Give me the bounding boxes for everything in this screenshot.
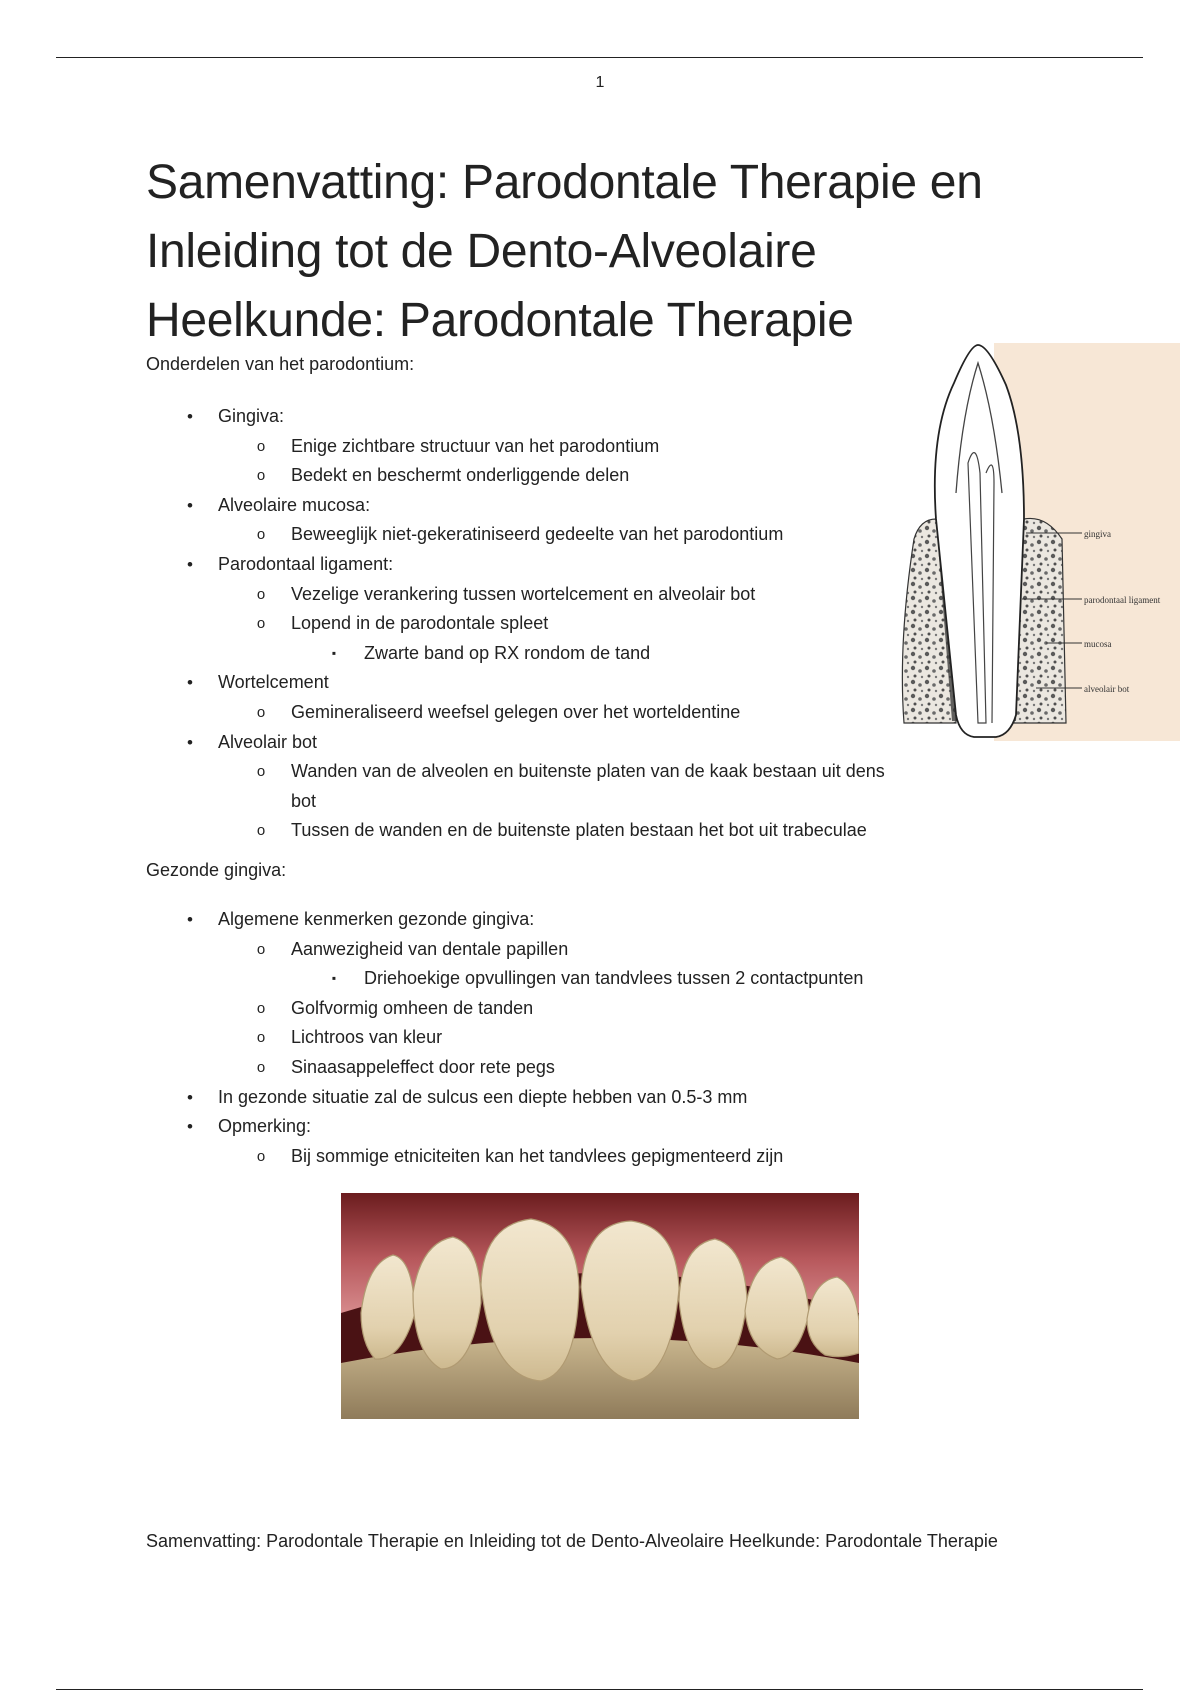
parodontium-list [146, 402, 891, 846]
circle-marker: o [256, 822, 266, 840]
list-item-text: Gemineraliseerd weefsel gelegen over het worteldentine [291, 701, 741, 722]
page-number: 1 [595, 74, 605, 91]
document-title: Samenvatting: Parodontale Therapie en Inleiding tot de Dento-Alveolaire Heelkunde: Parodontale Therapie [146, 156, 983, 347]
footer-rule [56, 1689, 1143, 1690]
list-item [146, 698, 891, 728]
list-item [146, 580, 891, 610]
list-item-text: Wortelcement [218, 672, 329, 693]
intro-heading: Onderdelen van het parodontium: [146, 354, 415, 374]
square-marker: ▪ [331, 971, 337, 986]
circle-marker: o [256, 585, 266, 603]
circle-marker: o [256, 940, 266, 958]
circle-marker: o [256, 703, 266, 721]
circle-marker: o [256, 437, 266, 455]
diagram-label-gingiva: gingiva [1084, 529, 1111, 539]
square-marker: ▪ [331, 645, 337, 660]
bullet-marker: • [187, 554, 193, 574]
list-item [146, 668, 891, 698]
bullet-marker: • [187, 673, 193, 693]
list-item-text: Lopend in de parodontale spleet [291, 613, 549, 634]
diagram-label-mucosa: mucosa [1084, 639, 1112, 649]
diagram-label-bone: alveolair bot [1084, 684, 1130, 694]
list-item [146, 432, 891, 462]
list-item-text: Tussen de wanden en de buitenste platen bestaan het bot uit trabeculae [291, 820, 867, 841]
list-item-text: Opmerking: [218, 1116, 312, 1137]
list-item-text: In gezonde situatie zal de sulcus een diepte hebben van 0.5-3 mm [218, 1086, 748, 1107]
list-item-text: Enige zichtbare structuur van het parodontium [291, 435, 660, 456]
list-item-text: Lichtroos van kleur [291, 1027, 443, 1048]
footer-text: Samenvatting: Parodontale Therapie en Inleiding tot de Dento-Alveolaire Heelkunde: Parodontale Therapie [146, 1531, 998, 1551]
header-rule [56, 57, 1143, 58]
list-item-text: Bij sommige etniciteiten kan het tandvlees gepigmenteerd zijn [291, 1145, 784, 1166]
list-item [146, 639, 891, 669]
bullet-marker: • [187, 910, 193, 929]
list-item [146, 757, 891, 816]
list-item-text: Aanwezigheid van dentale papillen [291, 938, 569, 959]
list-item [146, 461, 891, 491]
list-item [146, 491, 891, 521]
list-item-text: Algemene kenmerken gezonde gingiva: [218, 909, 535, 929]
list-item-text: Zwarte band op RX rondom de tand [364, 642, 651, 663]
bullet-marker: • [187, 1087, 193, 1107]
circle-marker: o [256, 1147, 266, 1165]
list-item-text: Sinaasappeleffect door rete pegs [291, 1056, 555, 1077]
list-item-text: Wanden van de alveolen en buitenste platen van de kaak bestaan uit dens bot [291, 761, 885, 811]
list-item [146, 550, 891, 580]
circle-marker: o [256, 467, 266, 485]
list-item [146, 402, 891, 432]
list-item-text: Bedekt en beschermt onderliggende delen [291, 465, 630, 486]
bullet-marker: • [187, 407, 193, 426]
circle-marker: o [256, 1029, 266, 1047]
tooth-anatomy-diagram [896, 343, 1180, 745]
circle-marker: o [256, 1058, 266, 1076]
list-item [146, 728, 891, 758]
bullet-marker: • [187, 1117, 193, 1137]
circle-marker: o [256, 526, 266, 544]
list-item [146, 816, 891, 846]
list-item-text: Beweeglijk niet-gekeratiniseerd gedeelte van het parodontium [291, 524, 784, 545]
section-heading: Gezonde gingiva: [146, 860, 287, 880]
diagram-label-ligament: parodontaal ligament [1084, 595, 1161, 605]
bullet-marker: • [187, 495, 193, 515]
list-item-text: Alveolaire mucosa: [218, 494, 371, 515]
list-item [146, 520, 891, 550]
list-item [146, 609, 891, 639]
circle-marker: o [256, 763, 266, 781]
list-item-text: Golfvormig omheen de tanden [291, 997, 534, 1018]
circle-marker: o [256, 999, 266, 1017]
bullet-marker: • [187, 732, 193, 752]
list-item-text: Alveolair bot [218, 731, 318, 752]
list-item-text: Parodontaal ligament: [218, 553, 394, 574]
circle-marker: o [256, 615, 266, 633]
list-item-text: Gingiva: [218, 406, 285, 426]
list-item-text: Vezelige verankering tussen wortelcement en alveolair bot [291, 583, 756, 604]
healthy-gingiva-photo [341, 1193, 859, 1419]
list-item-text: Driehoekige opvullingen van tandvlees tussen 2 contactpunten [364, 968, 864, 989]
